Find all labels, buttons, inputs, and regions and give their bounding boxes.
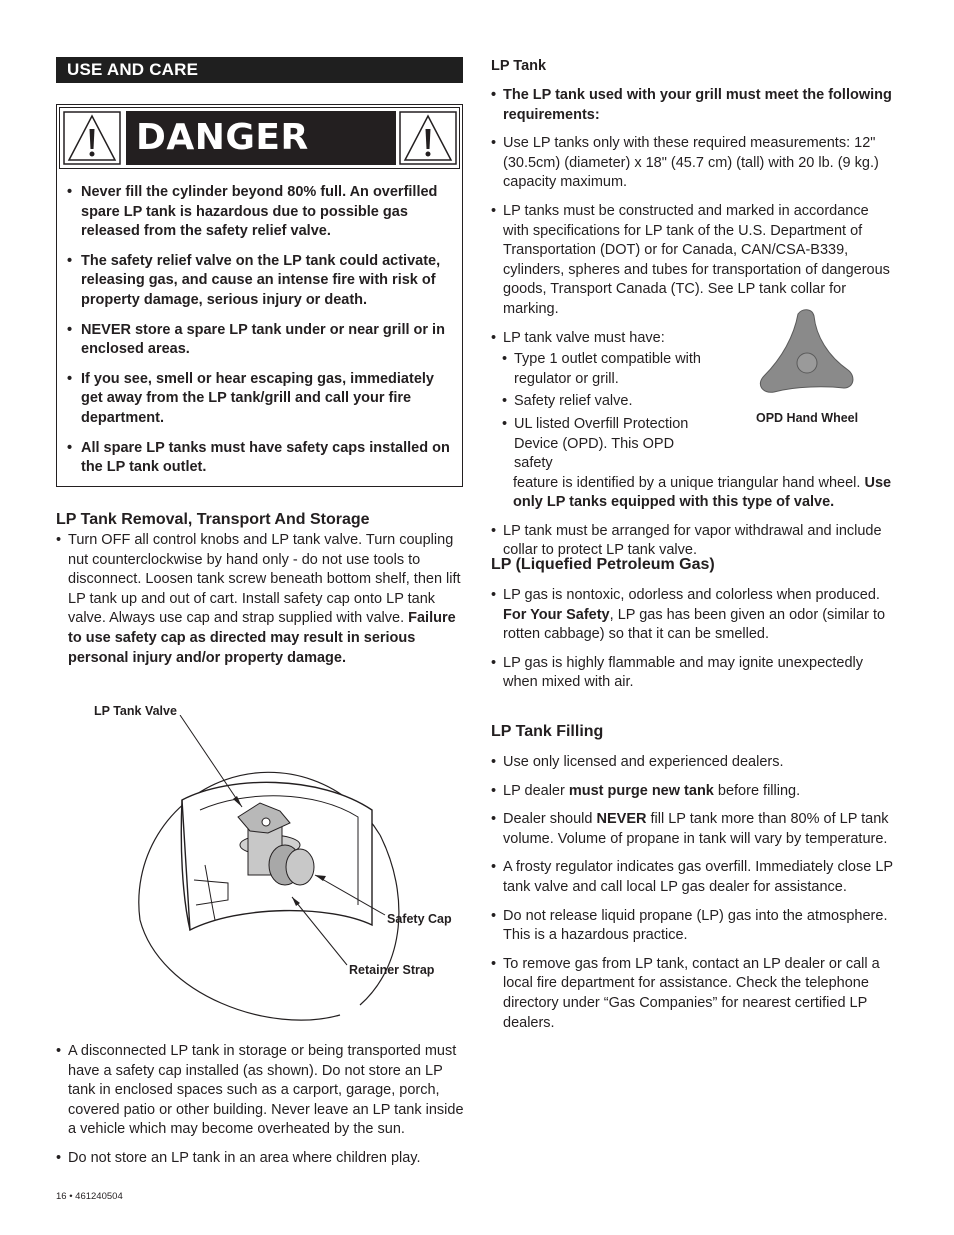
valve-subitem: • Safety relief valve. xyxy=(502,392,714,412)
lp-tank-item: • LP tank must be arranged for vapor withdrawal and include collar to protect LP tank valve. xyxy=(491,522,896,561)
filling-item: • Do not release liquid propane (LP) gas into the atmosphere. This is a hazardous practice. xyxy=(491,907,896,946)
danger-item: • The safety relief valve on the LP tank could activate, releasing gas, and cause an intense fire with risk of property damage, serious injury or death. xyxy=(65,252,455,311)
warning-triangle-icon xyxy=(399,111,457,165)
filling-item xyxy=(491,810,896,849)
filling-item: • A frosty regulator indicates gas overfill. Immediately close LP tank valve and call local LP gas dealer for assistance. xyxy=(491,858,896,897)
opd-handwheel-icon xyxy=(752,308,864,400)
filling-item xyxy=(491,782,896,802)
lp-tank-item: • LP tanks must be constructed and marked in accordance with specifications for LP tank of the U.S. Department of Transportation (DOT) or for Canada, CAN/CSA-B339, cylinders, spheres and tubes for transportation of dangerous goods, Transport Canada (TC). See LP tank collar for marking. xyxy=(491,202,896,320)
danger-title: DANGER xyxy=(136,117,309,158)
lpg-text: , LP gas has been given an odor (similar to rotten cabbage) so that it can be smelled. xyxy=(503,606,886,643)
lp-tank-item: • LP tank valve must have: xyxy=(491,329,896,349)
filling-section xyxy=(491,753,896,1042)
filling-text: fill LP tank more than 80% of LP tank volume. Volume of propane in tank will vary by temperature. xyxy=(503,811,889,847)
danger-list xyxy=(65,183,455,488)
danger-title-panel xyxy=(126,111,396,165)
danger-header xyxy=(59,107,460,169)
danger-item: • NEVER store a spare LP tank under or near grill or in enclosed areas. xyxy=(65,321,455,360)
lp-tank-item: • The LP tank used with your grill must meet the following requirements: xyxy=(491,86,896,125)
lp-tank-heading: LP Tank xyxy=(491,58,547,74)
warning-triangle-icon xyxy=(63,111,121,165)
lpg-section xyxy=(491,586,896,702)
danger-item: • Never fill the cylinder beyond 80% full. An overfilled spare LP tank is hazardous due to possible gas released from the safety relief valve. xyxy=(65,183,455,242)
opd-warning: Use only LP tanks equipped with this type of valve. xyxy=(513,474,892,511)
valve-subitem: • Type 1 outlet compatible with regulator or grill. xyxy=(502,350,714,389)
label-safety-cap: Safety Cap xyxy=(387,912,452,926)
lp-tank-diagram xyxy=(120,715,420,1035)
storage-item: • A disconnected LP tank in storage or being transported must have a safety cap installed (as shown). Do not store an LP tank in enclosed spaces such as a carport, garage, porch, covered patio or other building. Never leave an LP tank inside a vehicle which may become overheated by the sun. xyxy=(56,1042,466,1140)
opd-label: OPD Hand Wheel xyxy=(756,411,859,425)
danger-box xyxy=(56,104,463,487)
lpg-text: LP gas is nontoxic, odorless and colorless when produced. xyxy=(503,587,880,603)
removal-heading: LP Tank Removal, Transport And Storage xyxy=(56,511,370,528)
removal-warning: Failure to use safety cap as directed may result in serious personal injury and/or property damage. xyxy=(68,610,456,666)
opd-text: feature is identified by a unique triangular hand wheel. xyxy=(513,474,865,491)
lpg-bold: For Your Safety xyxy=(503,606,610,623)
filling-item: • Use only licensed and experienced dealers. xyxy=(491,753,896,773)
filling-text: before filling. xyxy=(713,782,801,799)
section-title: USE AND CARE xyxy=(56,57,463,83)
filling-item: • To remove gas from LP tank, contact an LP dealer or call a local fire department for assistance. Check the telephone directory under “Gas Companies” for nearest certified LP dealers. xyxy=(491,955,896,1033)
filling-bold: NEVER xyxy=(596,811,647,828)
filling-text: Dealer should xyxy=(503,811,597,828)
removal-section xyxy=(56,531,466,677)
lpg-item: • LP gas is highly flammable and may ignite unexpectedly when mixed with air. xyxy=(491,654,896,693)
danger-item: • All spare LP tanks must have safety caps installed on the LP tank outlet. xyxy=(65,439,455,478)
removal-item xyxy=(56,531,466,668)
page-footer: 16 • 461240504 xyxy=(56,1191,123,1202)
removal-text: Turn OFF all control knobs and LP tank valve. Turn coupling nut counterclockwise by hand only - do not use tools to disconnect. Loosen tank screw beneath bottom shelf, then lift LP tank up and out of cart. Install safety cap onto LP tank valve. Always use cap and strap supplied with valve. xyxy=(68,532,461,627)
lpg-heading: LP (Liquefied Petroleum Gas) xyxy=(491,556,715,573)
danger-item: • If you see, smell or hear escaping gas, immediately get away from the LP tank/grill and call your fire department. xyxy=(65,370,455,429)
opd-description xyxy=(513,474,896,513)
storage-section xyxy=(56,1042,466,1178)
valve-subitem: • UL listed Overfill Protection Device (OPD). This OPD safety xyxy=(502,415,714,474)
label-retainer-strap: Retainer Strap xyxy=(349,963,435,977)
tank-dome-outline xyxy=(140,920,340,1020)
label-lp-tank-valve: LP Tank Valve xyxy=(94,704,177,718)
filling-heading: LP Tank Filling xyxy=(491,723,604,740)
storage-item: • Do not store an LP tank in an area where children play. xyxy=(56,1149,466,1169)
filling-text: LP dealer xyxy=(503,782,569,799)
lpg-item xyxy=(491,586,896,645)
filling-bold: must purge new tank xyxy=(568,782,714,799)
lp-tank-item: • Use LP tanks only with these required measurements: 12" (30.5cm) (diameter) x 18" (45.7 cm) (tall) with 20 lb. (9 kg.) capacity maximum. xyxy=(491,134,896,193)
